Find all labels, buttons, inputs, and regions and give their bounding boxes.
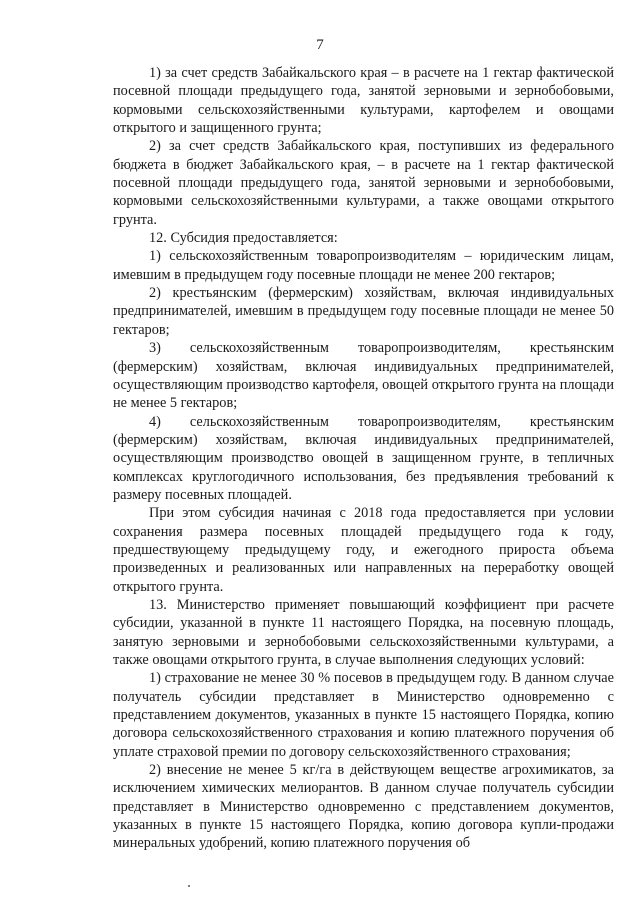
paragraph-12-item-1: 1) сельскохозяйственным товаропроизводителям – юридическим лицам, имевшим в предыдущем году посевные площади не менее 200 гектаров; [113,248,614,283]
paragraph-11-item-2: 2) за счет средств Забайкальского края, поступивших из федерального бюджета в бюджет Забайкальского края, – в расчете на 1 гектар фактической посевной площади предыдущего года, занятой зерновыми и зернобобовыми, кормовыми сельскохозяйственными культурами, а также овощами открытого грунта. [113,138,614,228]
paragraph-13-item-2: 2) внесение не менее 5 кг/га в действующем веществе агрохимикатов, за исключением химических мелиорантов. В данном случае получатель субсидии представляет в Министерство одновременно с представлением документов, указанных в пункте 15 настоящего Порядка, копию договора купли-продажи минеральных удобрений, копию платежного поручения об [113,762,614,852]
paragraph-13-heading: 13. Министерство применяет повышающий коэффициент при расчете субсидии, указанной в пункте 11 настоящего Порядка, на посевную площадь, занятую зерновыми и зернобобовыми сельскохозяйственными культурами, а также овощами открытого грунта, в случае выполнения следующих условий: [113,596,614,668]
paragraph-13-item-1: 1) страхование не менее 30 % посевов в предыдущем году. В данном случае получатель субсидии представляет в Министерство одновременно с представлением документов, указанных в пункте 15 настоящего Порядка, копию договора сельскохозяйственного страхования и копию платежного поручения об уплате страховой премии по договору сельскохозяйственного страхования; [113,670,614,760]
page-number: 7 [316,37,324,53]
paragraph-12-item-2: 2) крестьянским (фермерским) хозяйствам, включая индивидуальных предпринимателей, имевшим в предыдущем году посевные площади не менее 50 гектаров; [113,285,614,338]
paragraph-11-item-1: 1) за счет средств Забайкальского края – в расчете на 1 гектар фактической посевной площади предыдущего года, занятой зерновыми и зернобобовыми, кормовыми сельскохозяйственными культурами, картофелем и овощами открытого и защищенного грунта; [113,65,614,137]
paragraph-12-condition: При этом субсидия начиная с 2018 года предоставляется при условии сохранения размера посевных площадей предыдущего года к году, предшествующему предыдущему году, и ежегодного прироста объема произведенных и реализованных или направленных на переработку овощей открытого грунта. [113,505,614,595]
paragraph-12-item-3: 3) сельскохозяйственным товаропроизводителям, крестьянским (фермерским) хозяйствам, включая индивидуальных предпринимателей, осуществляющим производство картофеля, овощей открытого грунта на площади не менее 5 гектаров; [113,340,614,412]
document-body [113,64,614,853]
scan-speck [188,885,190,887]
paragraph-12-item-4: 4) сельскохозяйственным товаропроизводителям, крестьянским (фермерским) хозяйствам, включая индивидуальных предпринимателей, осуществляющим производство овощей в защищенном грунте, в тепличных комплексах круглогодичного использования, без предъявления требований к размеру посевных площадей. [113,413,614,503]
paragraph-12-heading: 12. Субсидия предоставляется: [149,230,338,247]
